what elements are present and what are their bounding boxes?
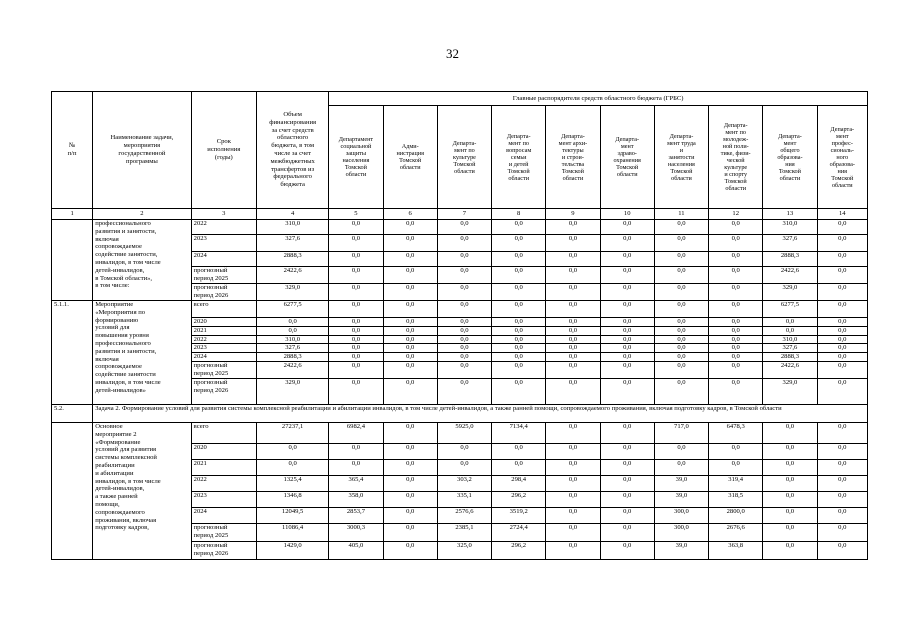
header-department: Департа- мент общего образова- ния Томской области — [763, 106, 817, 209]
value-cell: 0,0 — [546, 378, 600, 404]
value-cell: 0,0 — [437, 318, 491, 327]
value-cell: 0,0 — [437, 220, 491, 235]
value-cell: 0,0 — [492, 267, 546, 284]
column-number: 10 — [600, 209, 654, 220]
value-cell: 0,0 — [383, 422, 437, 443]
value-cell: 0,0 — [600, 443, 654, 459]
value-cell: 405,0 — [329, 541, 383, 559]
value-cell: 2422,6 — [763, 361, 817, 378]
row-number — [52, 220, 93, 301]
value-cell: 0,0 — [383, 284, 437, 301]
value-cell: 318,5 — [709, 491, 763, 507]
value-cell: 2676,6 — [709, 523, 763, 541]
value-cell: 6277,5 — [256, 301, 328, 318]
task-number: 5.2. — [52, 404, 93, 422]
value-cell: 329,0 — [256, 378, 328, 404]
value-cell: 0,0 — [817, 378, 867, 404]
value-cell: 0,0 — [817, 541, 867, 559]
table-row — [52, 301, 868, 318]
value-cell: 0,0 — [383, 326, 437, 335]
value-cell: 0,0 — [546, 475, 600, 491]
value-cell: 0,0 — [709, 252, 763, 267]
value-cell: 6982,4 — [329, 422, 383, 443]
value-cell: 717,0 — [654, 422, 708, 443]
value-cell: 6478,3 — [709, 422, 763, 443]
value-cell: 0,0 — [600, 267, 654, 284]
value-cell: 0,0 — [600, 523, 654, 541]
value-cell: 0,0 — [654, 318, 708, 327]
value-cell: 0,0 — [546, 541, 600, 559]
value-cell: 0,0 — [492, 443, 546, 459]
header-department: Департа- мент труда и занятости населения Томской области — [654, 106, 708, 209]
value-cell: 319,4 — [709, 475, 763, 491]
value-cell: 0,0 — [437, 284, 491, 301]
value-cell: 1325,4 — [256, 475, 328, 491]
term-cell: всего — [191, 422, 256, 443]
value-cell: 0,0 — [709, 443, 763, 459]
term-cell: 2021 — [191, 326, 256, 335]
value-cell: 300,0 — [654, 507, 708, 523]
value-cell: 0,0 — [492, 235, 546, 252]
value-cell: 0,0 — [600, 507, 654, 523]
value-cell: 0,0 — [492, 252, 546, 267]
value-cell: 0,0 — [654, 459, 708, 475]
value-cell: 0,0 — [546, 284, 600, 301]
value-cell: 0,0 — [383, 541, 437, 559]
value-cell: 0,0 — [709, 378, 763, 404]
column-number: 6 — [383, 209, 437, 220]
value-cell: 0,0 — [329, 344, 383, 353]
value-cell: 0,0 — [383, 252, 437, 267]
value-cell: 0,0 — [329, 378, 383, 404]
term-cell: прогнозный период 2026 — [191, 378, 256, 404]
value-cell: 0,0 — [383, 353, 437, 362]
value-cell: 0,0 — [600, 361, 654, 378]
value-cell: 0,0 — [546, 220, 600, 235]
term-cell: прогнозный период 2026 — [191, 541, 256, 559]
value-cell: 310,0 — [763, 335, 817, 344]
term-cell: 2023 — [191, 491, 256, 507]
value-cell: 0,0 — [600, 459, 654, 475]
task-text: Задача 2. Формирование условий для развития системы комплексной реабилитации и абилитации инвалидов, в том числе детей-инвалидов, а также ранней помощи, сопровождаемого проживания, включая подготовку кадров, в Томской области — [93, 404, 868, 422]
value-cell: 0,0 — [817, 301, 867, 318]
value-cell: 0,0 — [817, 284, 867, 301]
term-cell: 2020 — [191, 443, 256, 459]
value-cell: 0,0 — [329, 252, 383, 267]
task-row — [52, 404, 868, 422]
value-cell: 0,0 — [546, 459, 600, 475]
value-cell: 0,0 — [546, 301, 600, 318]
value-cell: 298,4 — [492, 475, 546, 491]
value-cell: 0,0 — [817, 220, 867, 235]
value-cell: 0,0 — [437, 378, 491, 404]
value-cell: 329,0 — [256, 284, 328, 301]
value-cell: 0,0 — [600, 491, 654, 507]
header-volume: Объем финансирования за счет средств областного бюджета, в том числе за счет межбюджетных трансфертов из федерального бюджета — [256, 92, 328, 209]
value-cell: 0,0 — [492, 318, 546, 327]
value-cell: 0,0 — [329, 335, 383, 344]
term-cell: 2022 — [191, 335, 256, 344]
header-department: Департа- мент профес- сиональ- ного образова- ния Томской области — [817, 106, 867, 209]
value-cell: 2576,6 — [437, 507, 491, 523]
value-cell: 327,6 — [256, 235, 328, 252]
value-cell: 0,0 — [817, 459, 867, 475]
value-cell: 0,0 — [546, 235, 600, 252]
value-cell: 0,0 — [546, 318, 600, 327]
column-number: 5 — [329, 209, 383, 220]
value-cell: 0,0 — [817, 361, 867, 378]
value-cell: 0,0 — [763, 507, 817, 523]
value-cell: 0,0 — [329, 267, 383, 284]
value-cell: 0,0 — [763, 475, 817, 491]
column-number: 8 — [492, 209, 546, 220]
value-cell: 327,6 — [763, 344, 817, 353]
value-cell: 0,0 — [709, 361, 763, 378]
value-cell: 300,0 — [654, 523, 708, 541]
header-department: Адми- нистрация Томской области — [383, 106, 437, 209]
budget-table — [51, 91, 868, 560]
value-cell: 0,0 — [817, 318, 867, 327]
header-department: Департа- мент архи- тектуры и строи- тельства Томской области — [546, 106, 600, 209]
column-number: 11 — [654, 209, 708, 220]
value-cell: 327,6 — [256, 344, 328, 353]
value-cell: 0,0 — [383, 344, 437, 353]
column-number: 2 — [93, 209, 191, 220]
column-number: 9 — [546, 209, 600, 220]
value-cell: 0,0 — [817, 523, 867, 541]
value-cell: 363,8 — [709, 541, 763, 559]
value-cell: 2422,6 — [256, 267, 328, 284]
value-cell: 39,0 — [654, 541, 708, 559]
value-cell: 0,0 — [709, 326, 763, 335]
measure-name: профессионального развития и занятости, включая сопровождаемое содействие занятости, инвалидов, в том числе детей-инвалидов, в Томской области», в том числе: — [93, 220, 191, 301]
value-cell: 0,0 — [654, 252, 708, 267]
value-cell: 0,0 — [817, 335, 867, 344]
value-cell: 2888,3 — [256, 353, 328, 362]
value-cell: 0,0 — [709, 235, 763, 252]
term-cell: всего — [191, 301, 256, 318]
header-name: Наименование задачи, мероприятия государственной программы — [93, 92, 191, 209]
value-cell: 0,0 — [600, 344, 654, 353]
value-cell: 0,0 — [383, 220, 437, 235]
term-cell: 2022 — [191, 475, 256, 491]
value-cell: 0,0 — [763, 491, 817, 507]
value-cell: 0,0 — [437, 459, 491, 475]
value-cell: 2422,6 — [256, 361, 328, 378]
column-number: 3 — [191, 209, 256, 220]
value-cell: 0,0 — [817, 491, 867, 507]
value-cell: 0,0 — [437, 235, 491, 252]
value-cell: 2888,3 — [763, 353, 817, 362]
value-cell: 0,0 — [492, 301, 546, 318]
value-cell: 2385,1 — [437, 523, 491, 541]
value-cell: 0,0 — [654, 326, 708, 335]
value-cell: 0,0 — [709, 301, 763, 318]
term-cell: 2024 — [191, 507, 256, 523]
value-cell: 2853,7 — [329, 507, 383, 523]
value-cell: 2800,0 — [709, 507, 763, 523]
value-cell: 0,0 — [329, 284, 383, 301]
value-cell: 0,0 — [546, 335, 600, 344]
value-cell: 0,0 — [329, 361, 383, 378]
value-cell: 0,0 — [817, 252, 867, 267]
value-cell: 2422,6 — [763, 267, 817, 284]
value-cell: 0,0 — [492, 335, 546, 344]
value-cell: 0,0 — [600, 422, 654, 443]
value-cell: 335,1 — [437, 491, 491, 507]
value-cell: 1346,8 — [256, 491, 328, 507]
value-cell: 0,0 — [654, 301, 708, 318]
table-row — [52, 220, 868, 235]
value-cell: 0,0 — [256, 459, 328, 475]
value-cell: 0,0 — [546, 422, 600, 443]
term-cell: 2023 — [191, 235, 256, 252]
value-cell: 0,0 — [600, 326, 654, 335]
row-number — [52, 422, 93, 559]
value-cell: 0,0 — [437, 353, 491, 362]
header-department: Департа- мент по культуре Томской области — [437, 106, 491, 209]
value-cell: 0,0 — [817, 267, 867, 284]
value-cell: 0,0 — [383, 267, 437, 284]
value-cell: 0,0 — [600, 252, 654, 267]
value-cell: 0,0 — [492, 361, 546, 378]
value-cell: 0,0 — [256, 443, 328, 459]
value-cell: 0,0 — [329, 443, 383, 459]
value-cell: 310,0 — [256, 335, 328, 344]
value-cell: 296,2 — [492, 541, 546, 559]
value-cell: 0,0 — [654, 443, 708, 459]
row-number: 5.1.1. — [52, 301, 93, 405]
value-cell: 0,0 — [546, 523, 600, 541]
value-cell: 0,0 — [437, 344, 491, 353]
column-number: 12 — [709, 209, 763, 220]
value-cell: 5925,0 — [437, 422, 491, 443]
value-cell: 0,0 — [817, 235, 867, 252]
measure-name: Мероприятие «Мероприятия по формированию условий для повышения уровня профессионального развития и занятости, включая сопровождаемое содействие занятости инвалидов, в том числе детей-инвалидов» — [93, 301, 191, 405]
value-cell: 0,0 — [654, 284, 708, 301]
value-cell: 0,0 — [437, 361, 491, 378]
term-cell: 2020 — [191, 318, 256, 327]
value-cell: 6277,5 — [763, 301, 817, 318]
value-cell: 11086,4 — [256, 523, 328, 541]
value-cell: 0,0 — [763, 443, 817, 459]
value-cell: 0,0 — [600, 220, 654, 235]
value-cell: 365,4 — [329, 475, 383, 491]
value-cell: 12049,5 — [256, 507, 328, 523]
value-cell: 0,0 — [383, 335, 437, 344]
value-cell: 0,0 — [383, 301, 437, 318]
term-cell: прогнозный период 2026 — [191, 284, 256, 301]
value-cell: 0,0 — [546, 443, 600, 459]
term-cell: прогнозный период 2025 — [191, 267, 256, 284]
column-number: 14 — [817, 209, 867, 220]
value-cell: 39,0 — [654, 491, 708, 507]
column-number: 7 — [437, 209, 491, 220]
value-cell: 0,0 — [763, 326, 817, 335]
value-cell: 0,0 — [600, 301, 654, 318]
value-cell: 0,0 — [437, 326, 491, 335]
measure-name: Основное мероприятие 2 «Формирование условий для развития системы комплексной реабилитации и абилитации инвалидов, в том числе детей-инвалидов, а также ранней помощи, сопровождаемого проживания, включая подготовку кадров, — [93, 422, 191, 559]
value-cell: 0,0 — [329, 326, 383, 335]
value-cell: 0,0 — [383, 361, 437, 378]
value-cell: 0,0 — [256, 318, 328, 327]
value-cell: 0,0 — [492, 284, 546, 301]
value-cell: 0,0 — [654, 378, 708, 404]
page-number: 32 — [446, 46, 459, 61]
value-cell: 0,0 — [383, 491, 437, 507]
value-cell: 3000,3 — [329, 523, 383, 541]
value-cell: 296,2 — [492, 491, 546, 507]
value-cell: 0,0 — [763, 523, 817, 541]
value-cell: 0,0 — [492, 344, 546, 353]
value-cell: 0,0 — [383, 475, 437, 491]
value-cell: 0,0 — [492, 353, 546, 362]
table-row — [52, 422, 868, 443]
value-cell: 0,0 — [763, 459, 817, 475]
value-cell: 0,0 — [817, 326, 867, 335]
header-department: Департа- мент по молодеж- ной поли- тике, физи- ческой культуре и спорту Томской области — [709, 106, 763, 209]
value-cell: 0,0 — [256, 326, 328, 335]
value-cell: 0,0 — [600, 284, 654, 301]
value-cell: 303,2 — [437, 475, 491, 491]
value-cell: 329,0 — [763, 284, 817, 301]
value-cell: 0,0 — [817, 443, 867, 459]
value-cell: 0,0 — [383, 378, 437, 404]
column-number: 13 — [763, 209, 817, 220]
value-cell: 0,0 — [709, 353, 763, 362]
value-cell: 0,0 — [383, 459, 437, 475]
value-cell: 0,0 — [492, 326, 546, 335]
value-cell: 0,0 — [329, 459, 383, 475]
value-cell: 0,0 — [492, 378, 546, 404]
value-cell: 7134,4 — [492, 422, 546, 443]
value-cell: 0,0 — [546, 507, 600, 523]
value-cell: 0,0 — [546, 344, 600, 353]
term-cell: 2021 — [191, 459, 256, 475]
header-grbs: Главные распорядители средств областного бюджета (ГРБС) — [329, 92, 868, 106]
value-cell: 0,0 — [383, 235, 437, 252]
column-number: 1 — [52, 209, 93, 220]
value-cell: 329,0 — [763, 378, 817, 404]
value-cell: 27237,1 — [256, 422, 328, 443]
value-cell: 0,0 — [600, 235, 654, 252]
value-cell: 0,0 — [600, 378, 654, 404]
value-cell: 0,0 — [329, 353, 383, 362]
value-cell: 310,0 — [256, 220, 328, 235]
value-cell: 0,0 — [817, 344, 867, 353]
value-cell: 0,0 — [437, 252, 491, 267]
header-term: Срок исполнения (годы) — [191, 92, 256, 209]
value-cell: 0,0 — [600, 335, 654, 344]
value-cell: 0,0 — [329, 220, 383, 235]
value-cell: 0,0 — [600, 353, 654, 362]
header-num: № п/п — [52, 92, 93, 209]
value-cell: 0,0 — [654, 353, 708, 362]
term-cell: 2023 — [191, 344, 256, 353]
value-cell: 2888,3 — [256, 252, 328, 267]
value-cell: 0,0 — [600, 541, 654, 559]
header-department: Департа- мент по вопросам семьи и детей Томской области — [492, 106, 546, 209]
value-cell: 0,0 — [654, 344, 708, 353]
header-department: Департамент социальной защиты населения Томской области — [329, 106, 383, 209]
term-cell: 2024 — [191, 252, 256, 267]
value-cell: 0,0 — [329, 235, 383, 252]
value-cell: 2724,4 — [492, 523, 546, 541]
value-cell: 0,0 — [654, 235, 708, 252]
value-cell: 0,0 — [817, 475, 867, 491]
value-cell: 39,0 — [654, 475, 708, 491]
value-cell: 310,0 — [763, 220, 817, 235]
term-cell: 2022 — [191, 220, 256, 235]
value-cell: 0,0 — [546, 326, 600, 335]
value-cell: 0,0 — [492, 459, 546, 475]
value-cell: 325,0 — [437, 541, 491, 559]
value-cell: 0,0 — [654, 361, 708, 378]
value-cell: 2888,3 — [763, 252, 817, 267]
value-cell: 0,0 — [763, 422, 817, 443]
value-cell: 0,0 — [654, 220, 708, 235]
value-cell: 3519,2 — [492, 507, 546, 523]
value-cell: 0,0 — [817, 353, 867, 362]
value-cell: 0,0 — [654, 335, 708, 344]
value-cell: 0,0 — [817, 507, 867, 523]
value-cell: 0,0 — [437, 443, 491, 459]
value-cell: 0,0 — [709, 318, 763, 327]
term-cell: 2024 — [191, 353, 256, 362]
value-cell: 0,0 — [763, 318, 817, 327]
value-cell: 0,0 — [709, 220, 763, 235]
value-cell: 0,0 — [329, 318, 383, 327]
value-cell: 0,0 — [654, 267, 708, 284]
value-cell: 0,0 — [600, 475, 654, 491]
value-cell: 0,0 — [329, 301, 383, 318]
value-cell: 0,0 — [383, 523, 437, 541]
header-department: Департа- мент здраво- охранения Томской области — [600, 106, 654, 209]
value-cell: 0,0 — [546, 252, 600, 267]
value-cell: 0,0 — [383, 443, 437, 459]
value-cell: 0,0 — [437, 301, 491, 318]
value-cell: 0,0 — [546, 491, 600, 507]
value-cell: 0,0 — [546, 267, 600, 284]
value-cell: 0,0 — [437, 267, 491, 284]
value-cell: 0,0 — [546, 353, 600, 362]
value-cell: 358,0 — [329, 491, 383, 507]
term-cell: прогнозный период 2025 — [191, 361, 256, 378]
value-cell: 0,0 — [437, 335, 491, 344]
value-cell: 0,0 — [709, 335, 763, 344]
value-cell: 0,0 — [817, 422, 867, 443]
value-cell: 0,0 — [763, 541, 817, 559]
column-number: 4 — [256, 209, 328, 220]
value-cell: 0,0 — [492, 220, 546, 235]
value-cell: 0,0 — [709, 344, 763, 353]
value-cell: 0,0 — [709, 459, 763, 475]
value-cell: 0,0 — [383, 507, 437, 523]
value-cell: 0,0 — [709, 284, 763, 301]
term-cell: прогнозный период 2025 — [191, 523, 256, 541]
value-cell: 0,0 — [383, 318, 437, 327]
value-cell: 327,6 — [763, 235, 817, 252]
value-cell: 0,0 — [709, 267, 763, 284]
value-cell: 0,0 — [546, 361, 600, 378]
value-cell: 0,0 — [600, 318, 654, 327]
value-cell: 1429,0 — [256, 541, 328, 559]
